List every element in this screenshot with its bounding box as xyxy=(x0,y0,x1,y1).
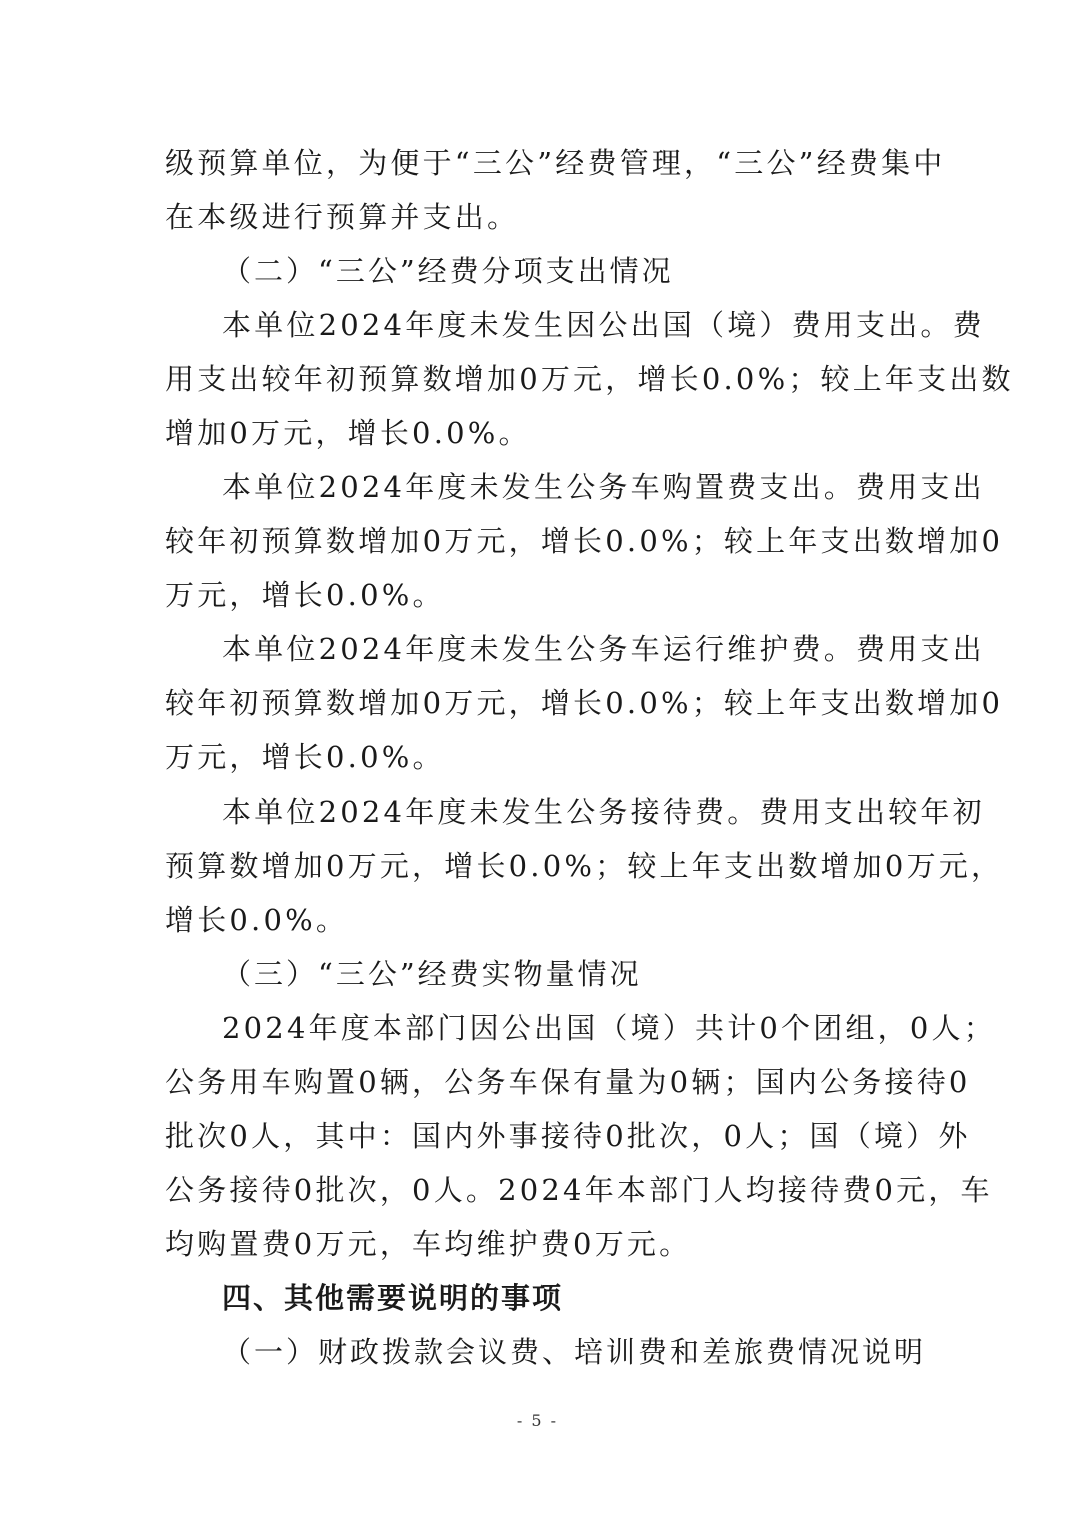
body-text-line: 增长0.0%。 xyxy=(165,903,349,937)
body-text-line: 2024年度本部门因公出国（境）共计0个团组，0人； xyxy=(222,1011,996,1045)
body-text-line: 公务接待0批次，0人。2024年本部门人均接待费0元，车 xyxy=(165,1173,993,1207)
section-heading: 四、其他需要说明的事项 xyxy=(222,1281,564,1315)
body-text-line: 本单位2024年度未发生因公出国（境）费用支出。费 xyxy=(222,308,985,342)
body-text-line: 预算数增加0万元，增长0.0%；较上年支出数增加0万元， xyxy=(165,849,1004,883)
body-text-line: 增加0万元，增长0.0%。 xyxy=(165,416,531,450)
body-text-line: 较年初预算数增加0万元，增长0.0%；较上年支出数增加0 xyxy=(165,524,1004,558)
body-text-line: 在本级进行预算并支出。 xyxy=(165,200,520,234)
page-number: - 5 - xyxy=(516,1411,559,1430)
body-text-line: 本单位2024年度未发生公务接待费。费用支出较年初 xyxy=(222,795,985,829)
section-subheading: （二）“三公”经费分项支出情况 xyxy=(222,254,674,288)
body-text-line: 较年初预算数增加0万元，增长0.0%；较上年支出数增加0 xyxy=(165,686,1004,720)
section-subheading: （一）财政拨款会议费、培训费和差旅费情况说明 xyxy=(222,1335,927,1369)
body-text-line: 级预算单位，为便于“三公”经费管理，“三公”经费集中 xyxy=(165,146,946,180)
body-text-line: 用支出较年初预算数增加0万元，增长0.0%；较上年支出数 xyxy=(165,362,1014,396)
body-text-line: 本单位2024年度未发生公务车运行维护费。费用支出 xyxy=(222,632,985,666)
body-text-line: 批次0人，其中：国内外事接待0批次，0人；国（境）外 xyxy=(165,1119,971,1153)
section-subheading: （三）“三公”经费实物量情况 xyxy=(222,957,642,991)
body-text-line: 均购置费0万元，车均维护费0万元。 xyxy=(165,1227,692,1261)
body-text-line: 万元，增长0.0%。 xyxy=(165,578,445,612)
body-text-line: 本单位2024年度未发生公务车购置费支出。费用支出 xyxy=(222,470,985,504)
body-text-line: 公务用车购置0辆，公务车保有量为0辆；国内公务接待0 xyxy=(165,1065,971,1099)
body-text-line: 万元，增长0.0%。 xyxy=(165,740,445,774)
